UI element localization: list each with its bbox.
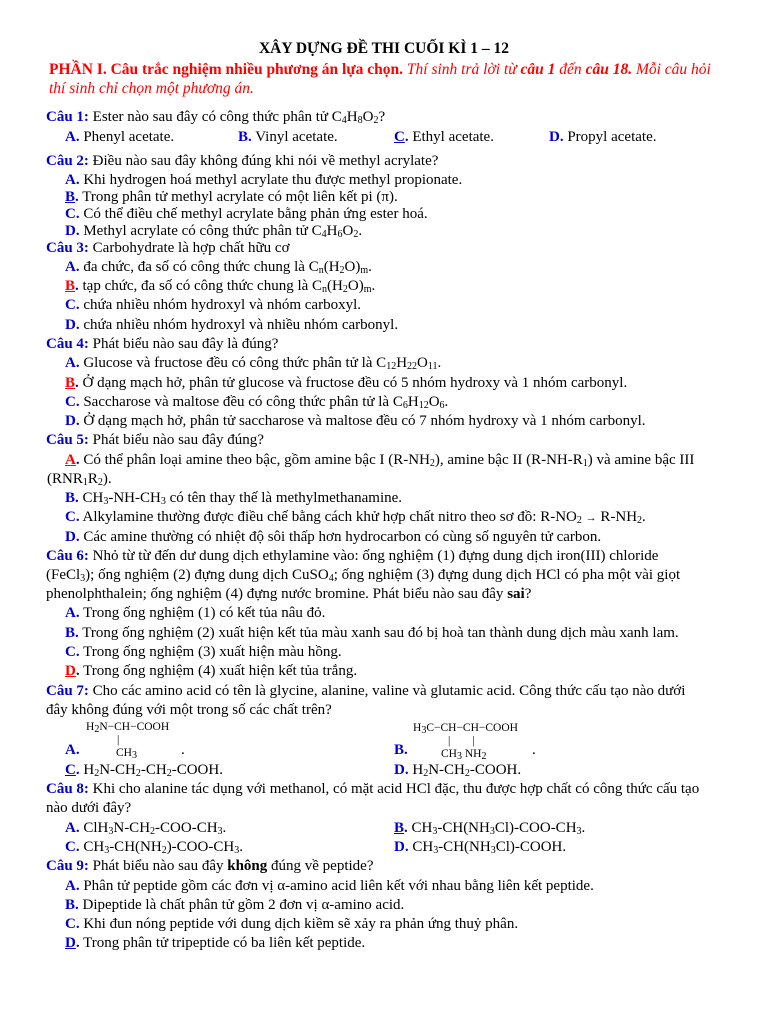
question-4: Câu 4: Phát biểu nào sau đây là đúng? (46, 336, 279, 352)
question-7-line2: đây không đúng với một trong số các chất trên? (46, 702, 332, 718)
q5-option-d[interactable]: D. Các amine thường có nhiệt độ sôi thấp hơn hydrocarbon có cùng số nguyên tử carbon. (65, 529, 602, 545)
q2-option-c[interactable]: C. Có thể điều chế methyl acrylate bằng phản ứng ester hoá. (65, 206, 428, 222)
q6-option-c[interactable]: C. Trong ống nghiệm (3) xuất hiện màu hồng. (65, 644, 342, 660)
q7-option-b-dot: . (532, 742, 536, 758)
question-7: Câu 7: Cho các amino acid có tên là glycine, alanine, valine và glutamic acid. Công thức cấu tạo nào dưới (46, 683, 686, 699)
q1-option-d[interactable]: D. Propyl acetate. (549, 129, 657, 145)
q5-option-a[interactable]: A. Có thể phân loại amine theo bậc, gồm amine bậc I $(R-NH_2)$, amine bậc II $(R-NH-R_1)$ và amine bậc III (65, 452, 695, 469)
question-3: Câu 3: Carbohydrate là hợp chất hữu cơ (46, 240, 290, 256)
question-8-line2: nào dưới đây? (46, 800, 132, 816)
q8-option-d[interactable]: D. $CH_3-CH(NH_3Cl)$-COOH. (394, 839, 567, 856)
q7-structure-b: $H_3C-CH-CH-COOH$ | | $CH_3$ $NH_2$ (413, 722, 518, 762)
question-6-line3: phenolphthalein; ống nghiệm (4) đựng nước bromine. Phát biểu nào sau đây sai? (46, 586, 532, 602)
q3-option-c[interactable]: C. chứa nhiều nhóm hydroxyl và nhóm carboxyl. (65, 297, 361, 313)
q7-structure-a: $H_2N-CH-COOH$ | $CH_3$ (86, 721, 170, 761)
q4-option-b[interactable]: B. Ở dạng mạch hở, phân tử glucose và fructose đều có 5 nhóm hydroxy và 1 nhóm carbonyl. (65, 375, 628, 391)
q7-option-d[interactable]: D. $H_2N-CH_2$-COOH. (394, 762, 522, 779)
q1-option-a[interactable]: A. Phenyl acetate. (65, 129, 175, 145)
q9-option-d[interactable]: D. Trong phân tử tripeptide có ba liên kết peptide. (65, 935, 366, 951)
part-instruction: PHẦN I. Câu trắc nghiệm nhiều phương án lựa chọn. Thí sinh trả lời từ câu 1 đến câu 18. Mỗi câu hỏi thí sinh chỉ chọn một phương án. (49, 61, 711, 97)
q9-option-a[interactable]: A. Phân tử peptide gồm các đơn vị α-amino acid liên kết với nhau bằng liên kết peptide. (65, 878, 594, 894)
q7-option-c[interactable]: C. $H_2N-CH_2-CH_2$-COOH. (65, 762, 223, 779)
q3-option-b[interactable]: B. tạp chức, đa số có công thức chung là $C_n(H_2O)_m$. (65, 278, 376, 295)
q8-option-a[interactable]: A. $ClH_3N-CH_2-COO-CH_3$. (65, 820, 227, 837)
q3-option-d[interactable]: D. chứa nhiều nhóm hydroxyl và nhiều nhóm carbonyl. (65, 317, 399, 333)
question-5: Câu 5: Phát biểu nào sau đây đúng? (46, 432, 264, 448)
q1-option-b[interactable]: B. Vinyl acetate. (238, 129, 338, 145)
q7-option-a[interactable]: A. (65, 742, 80, 758)
q4-option-a[interactable]: A. Glucose và fructose đều có công thức phân tử là $C_{12}H_{22}O_{11}$. (65, 355, 442, 372)
q3-option-a[interactable]: A. đa chức, đa số có công thức chung là $C_n(H_2O)_m$. (65, 259, 372, 276)
q7-option-b[interactable]: B. (394, 742, 408, 758)
question-2: Câu 2: Điều nào sau đây không đúng khi nói về methyl acrylate? (46, 153, 439, 169)
page-title: XÂY DỰNG ĐỀ THI CUỐI KÌ 1 – 12 (258, 40, 510, 57)
question-8: Câu 8: Khi cho alanine tác dụng với methanol, có mặt acid HCl đặc, thu được hợp chất có công thức cấu tạo (46, 781, 700, 797)
q5-option-a-cont: $(RNR_1R_2)$. (47, 471, 112, 488)
q4-option-c[interactable]: C. Saccharose và maltose đều có công thức phân tử là $C_6H_{12}O_6$. (65, 394, 449, 411)
q6-option-a[interactable]: A. Trong ống nghiệm (1) có kết tủa nâu đỏ. (65, 605, 326, 621)
q1-option-c[interactable]: C. Ethyl acetate. (394, 129, 494, 145)
q2-option-b[interactable]: B. Trong phân tử methyl acrylate có một liên kết pi (π). (65, 189, 398, 205)
q8-option-b[interactable]: B. $CH_3-CH(NH_3Cl)-COO-CH_3$. (394, 820, 586, 837)
question-6: Câu 6: Nhỏ từ từ đến dư dung dịch ethylamine vào: ống nghiệm (1) đựng dung dịch iron(III) chloride (46, 548, 659, 564)
q4-option-d[interactable]: D. Ở dạng mạch hở, phân tử saccharose và maltose đều có 7 nhóm hydroxy và 1 nhóm carbonyl. (65, 413, 646, 429)
q8-option-c[interactable]: C. $CH_3-CH(NH_2)-COO-CH_3$. (65, 839, 243, 856)
q7-option-a-dot: . (181, 742, 185, 758)
q5-option-c[interactable]: C. Alkylamine thường được điều chế bằng cách khử hợp chất nitro theo sơ đồ: $R-NO_2 \to R-NH_2$. (65, 509, 646, 526)
q6-option-b[interactable]: B. Trong ống nghiệm (2) xuất hiện kết tủa màu xanh sau đó bị hoà tan thành dung dịch màu xanh lam. (65, 625, 679, 641)
q2-option-d[interactable]: D. Methyl acrylate có công thức phân tử $C_4H_6O_2$. (65, 223, 363, 240)
question-6-line2: (FeCl$_3$); ống nghiệm (2) đựng dung dịch CuSO$_4$; ống nghiệm (3) đựng dung dịch HCl có pha một vài giọt (46, 567, 681, 584)
question-9: Câu 9: Phát biểu nào sau đây không đúng về peptide? (46, 858, 374, 874)
q5-option-b[interactable]: B. $CH_3-NH-CH_3$ có tên thay thế là methylmethanamine. (65, 490, 403, 507)
q9-option-c[interactable]: C. Khi đun nóng peptide với dung dịch kiềm sẽ xảy ra phản ứng thuỷ phân. (65, 916, 519, 932)
question-1: Câu 1: Ester nào sau đây có công thức phân tử $C_4H_8O_2$? (46, 109, 386, 126)
q6-option-d[interactable]: D. Trong ống nghiệm (4) xuất hiện kết tủa trắng. (65, 663, 358, 679)
q2-option-a[interactable]: A. Khi hydrogen hoá methyl acrylate thu được methyl propionate. (65, 172, 463, 188)
q9-option-b[interactable]: B. Dipeptide là chất phân tử gồm 2 đơn vị α-amino acid. (65, 897, 405, 913)
